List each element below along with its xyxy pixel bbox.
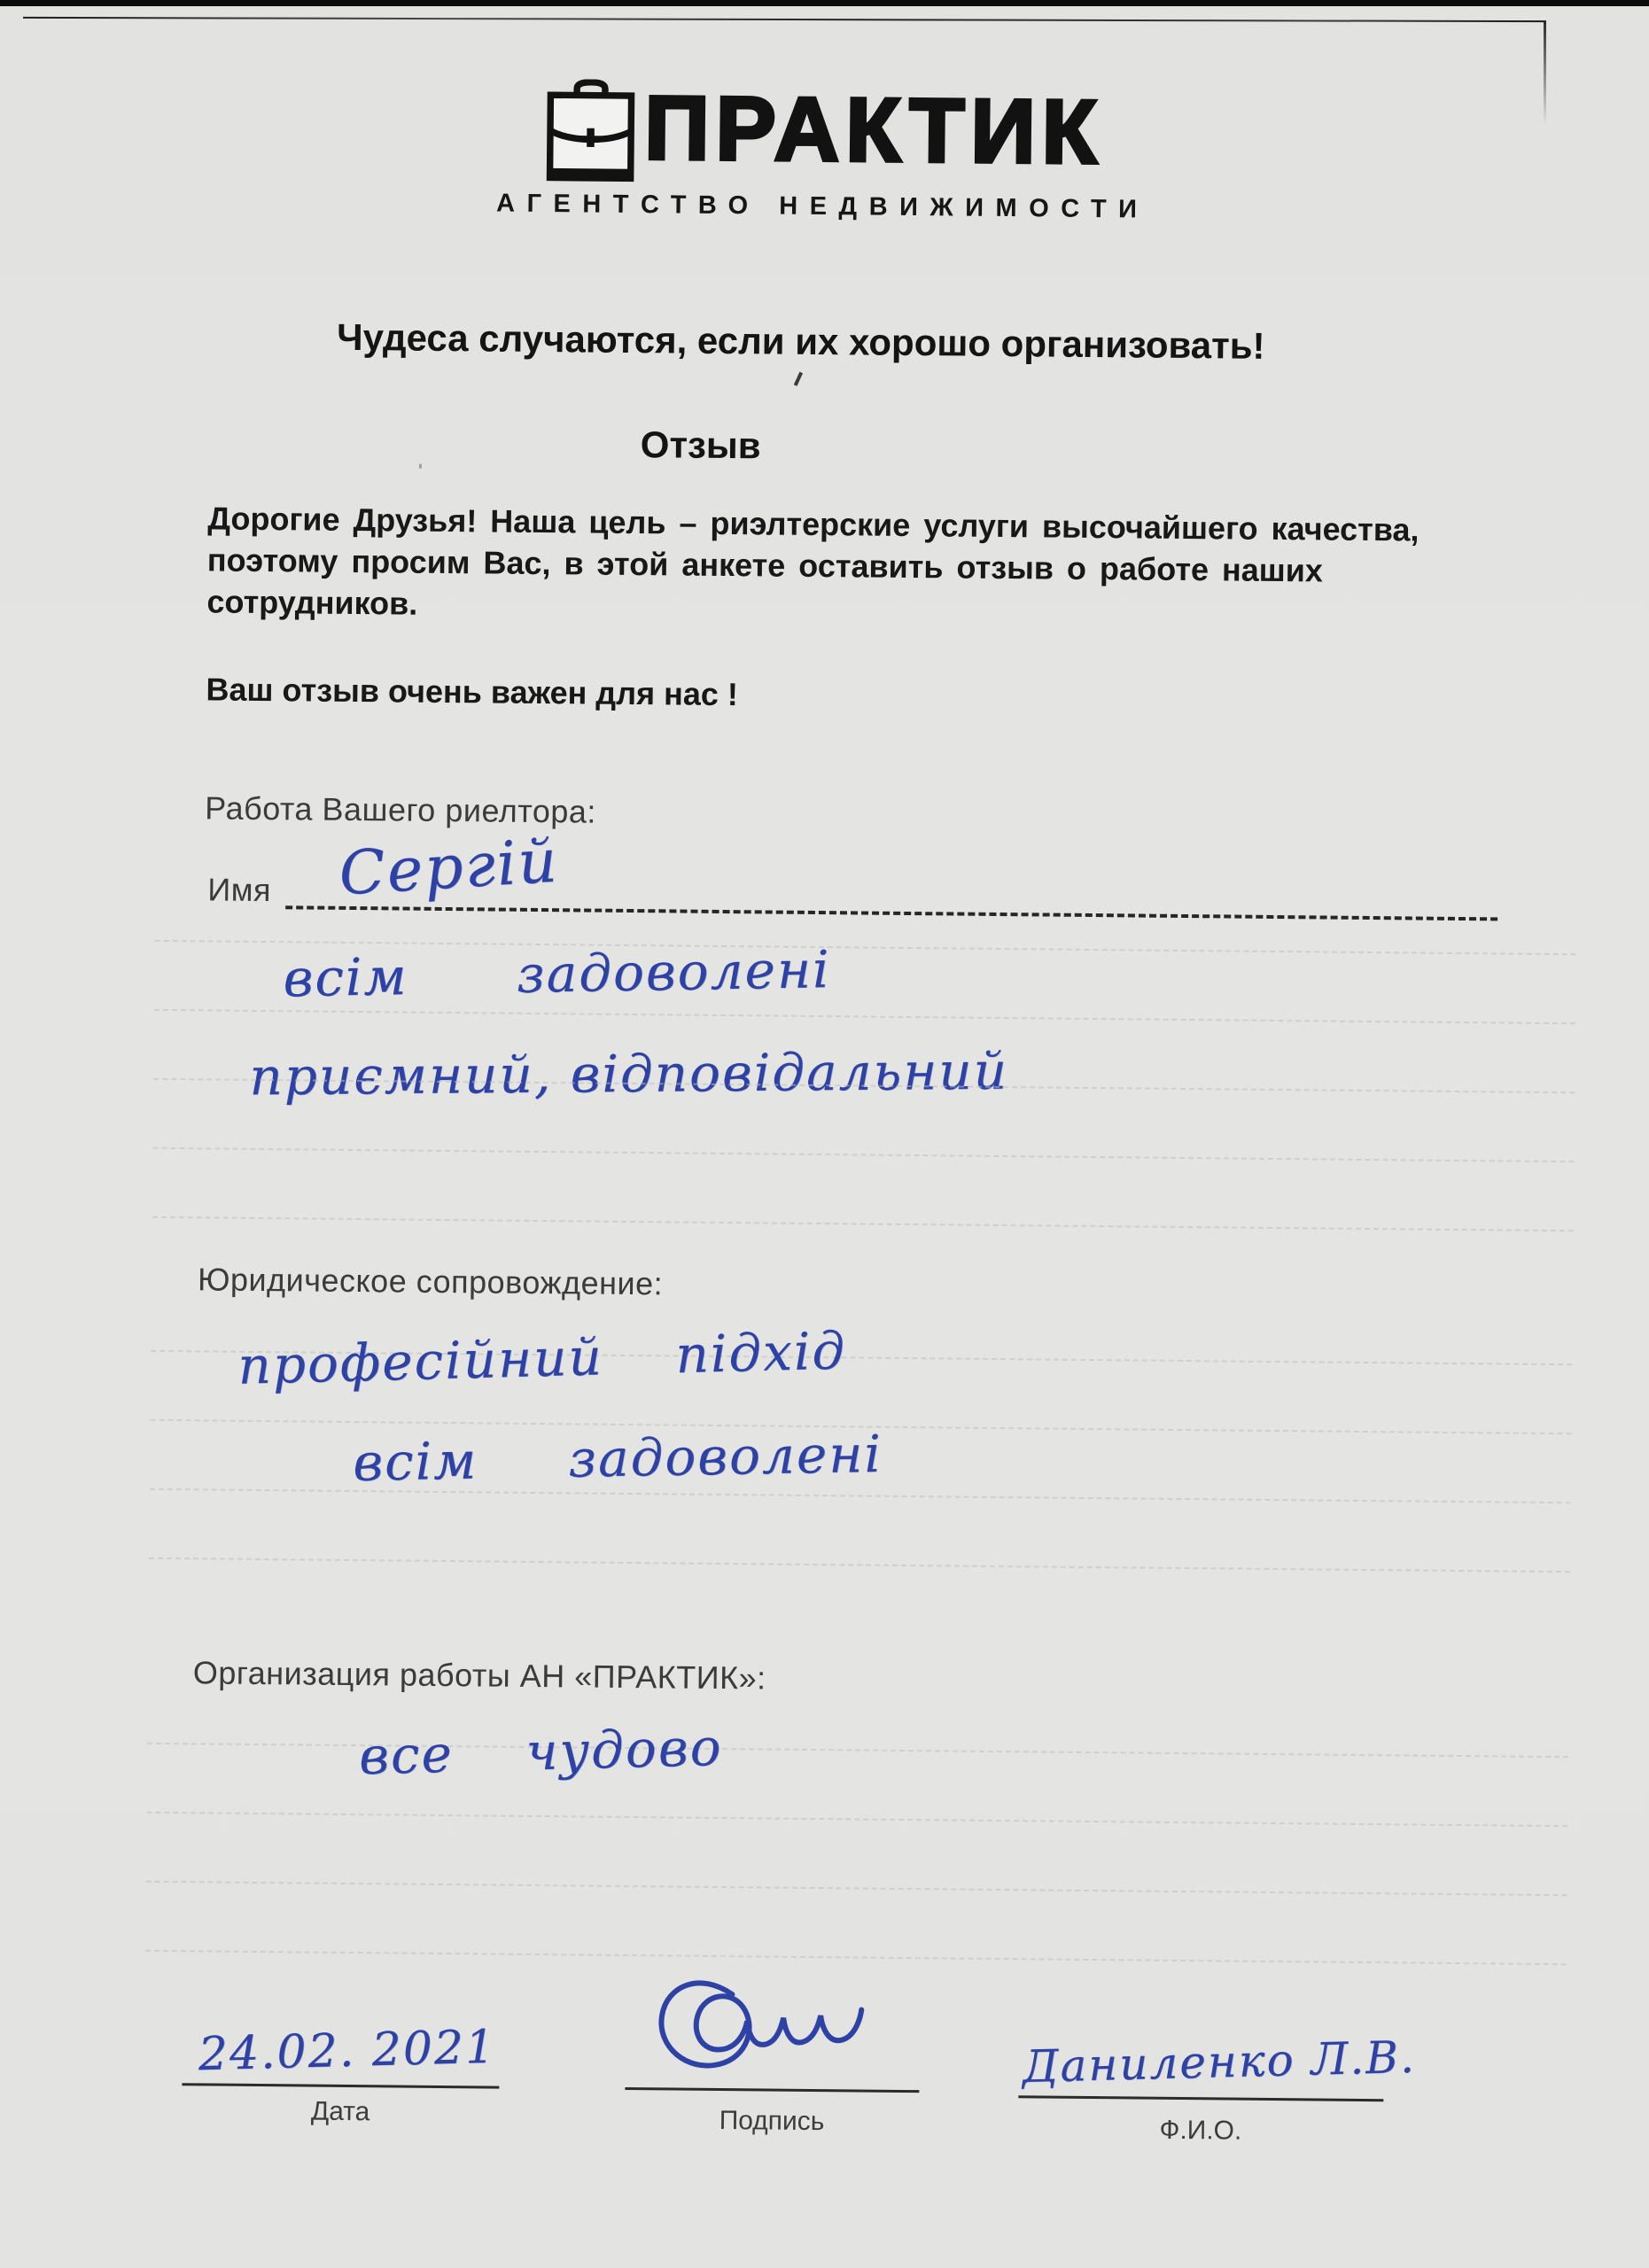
- ghost-line: [153, 1147, 1575, 1162]
- agency-logo: [0, 74, 1648, 229]
- brand-subtitle: АГЕНТСТВО НЕДВИЖИМОСТИ: [495, 189, 1149, 224]
- scan-speck: [794, 372, 803, 386]
- briefcase-icon: [543, 79, 638, 190]
- date-line: [182, 2083, 499, 2088]
- section-organization-label: Организация работы АН «ПРАКТИК»:: [192, 1654, 766, 1697]
- date-label: Дата: [310, 2096, 370, 2127]
- brand-name: ПРАКТИК: [643, 77, 1104, 183]
- ghost-line: [152, 1216, 1574, 1231]
- signature-label: Подпись: [719, 2106, 825, 2137]
- ghost-line: [146, 1812, 1567, 1827]
- realtor-answer-2-handwriting: приємний, відповідальний: [249, 1040, 1009, 1107]
- fio-value-handwriting: Даниленко Л.В.: [1022, 2031, 1417, 2093]
- legal-answer-1-handwriting: професійний підхід: [237, 1320, 847, 1396]
- section-realtor-label: Работа Вашего риелтора:: [205, 789, 597, 830]
- date-value-handwriting: 24.02. 2021: [198, 2020, 497, 2082]
- intro-paragraph: Дорогие Друзья! Наша цель – риэлтерские услуги высочайшего качества, поэтому просим Вас, в этой анкете оставить отзыв о работе наших сотрудников.: [206, 500, 1420, 622]
- fio-label: Ф.И.О.: [1159, 2115, 1242, 2146]
- scan-speck: [419, 464, 422, 469]
- intro-note: Ваш отзыв очень важен для нас !: [206, 671, 739, 713]
- ghost-line: [146, 1881, 1567, 1896]
- legal-answer-2-handwriting: всім задоволені: [352, 1423, 883, 1493]
- realtor-answer-1-handwriting: всім задоволені: [282, 939, 832, 1009]
- fio-line: [1018, 2095, 1383, 2101]
- form-title: Отзыв: [640, 423, 761, 467]
- name-field-value-handwriting: Сергій: [337, 826, 561, 910]
- ghost-line: [154, 1009, 1575, 1024]
- headline: Чудеса случаются, если их хорошо организовать!: [336, 315, 1265, 367]
- organization-answer-handwriting: все чудово: [358, 1716, 724, 1787]
- name-field-label: Имя: [207, 871, 272, 909]
- ghost-line: [145, 1950, 1567, 1965]
- name-field-line: [285, 905, 1497, 920]
- section-legal-label: Юридическое сопровождение:: [197, 1261, 664, 1302]
- ghost-line: [149, 1557, 1570, 1573]
- signature-handwriting: [646, 1969, 922, 2100]
